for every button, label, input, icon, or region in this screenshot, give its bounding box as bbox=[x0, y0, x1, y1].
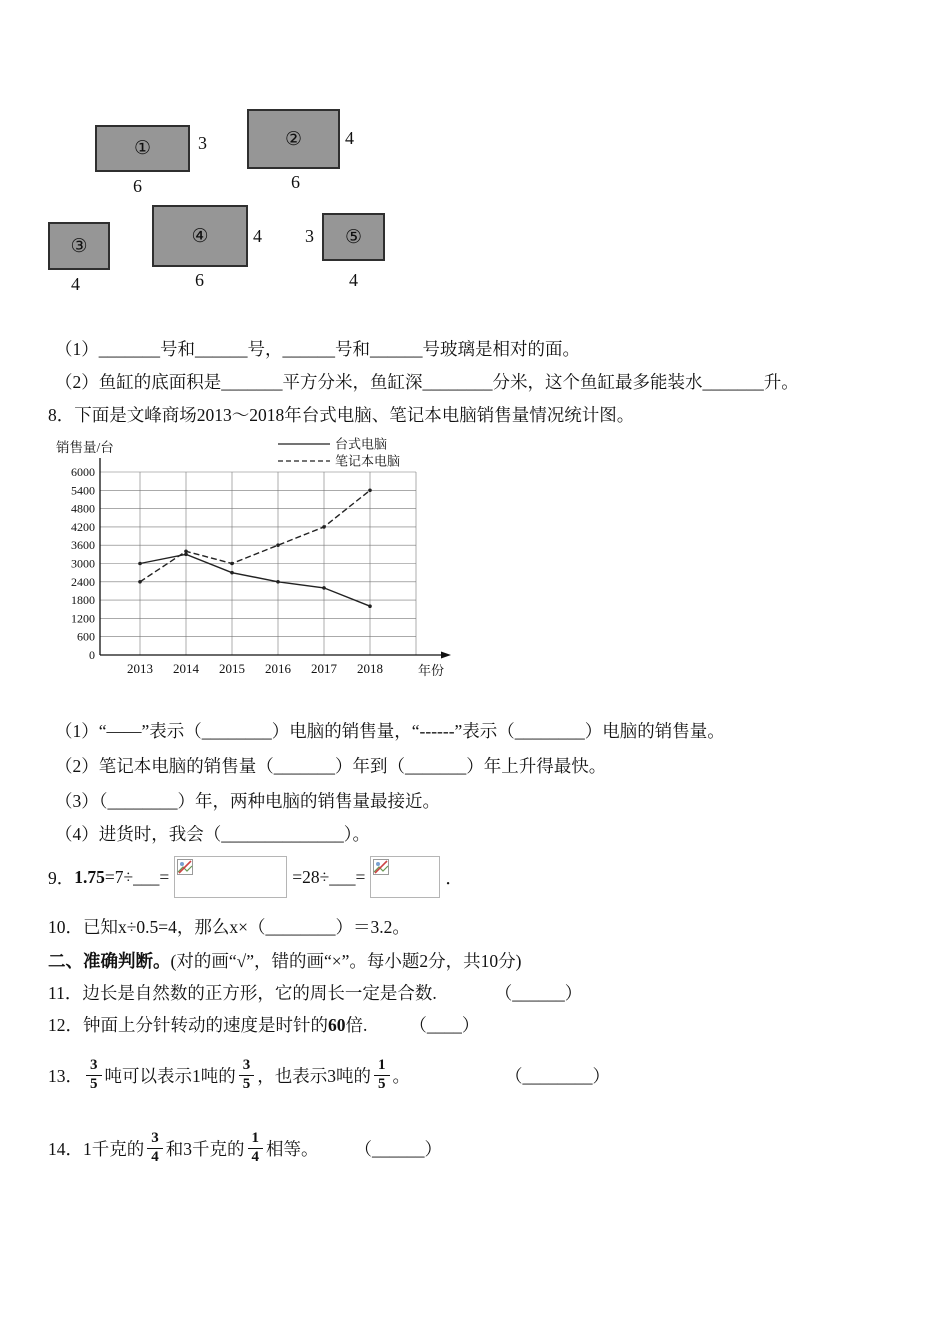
svg-text:1200: 1200 bbox=[71, 611, 95, 626]
q9-period: ． bbox=[445, 867, 463, 888]
svg-text:2400: 2400 bbox=[71, 574, 95, 589]
q12-text-1: 12．钟面上分针转动的速度是时针的 bbox=[48, 1015, 328, 1035]
svg-text:3000: 3000 bbox=[71, 556, 95, 571]
q12-answer-bracket: （____） bbox=[409, 1015, 480, 1035]
glass-pane-3 bbox=[48, 222, 110, 270]
svg-text:5400: 5400 bbox=[71, 483, 95, 498]
glass-pane-4 bbox=[152, 205, 248, 267]
pane-2-number: ② bbox=[284, 128, 303, 150]
svg-text:台式电脑: 台式电脑 bbox=[335, 436, 388, 452]
broken-image-icon bbox=[373, 859, 389, 875]
q9-eq1: =7÷___= bbox=[104, 866, 170, 887]
q13-answer-bracket: （________） bbox=[505, 1065, 610, 1086]
q7-sub1: （1）_______号和______号，______号和______号玻璃是相对的面。 bbox=[55, 339, 580, 359]
pane-4-side-dim: 4 bbox=[253, 226, 262, 246]
q11-text: 11．边长是自然数的正方形，它的周长一定是合数. bbox=[48, 983, 437, 1003]
pane-1-number: ① bbox=[133, 138, 152, 159]
q13-text-1: 吨可以表示1吨的 bbox=[104, 1065, 236, 1086]
q13-text-3: 。 bbox=[392, 1065, 410, 1086]
svg-text:2017: 2017 bbox=[311, 661, 337, 676]
q14-number: 14． bbox=[48, 1138, 83, 1159]
glass-pane-1 bbox=[95, 125, 190, 172]
svg-text:2018: 2018 bbox=[357, 661, 383, 676]
broken-image-icon bbox=[177, 859, 193, 875]
pane-3-number: ③ bbox=[70, 235, 88, 257]
svg-text:4800: 4800 bbox=[71, 501, 95, 516]
svg-text:0: 0 bbox=[89, 648, 95, 662]
question-14 bbox=[48, 1123, 442, 1173]
fraction-1-5: $\frac{1}{5}$ bbox=[374, 1057, 390, 1093]
q12-text-2: 倍. bbox=[345, 1015, 368, 1035]
q9-number: 9． bbox=[48, 867, 75, 888]
question-12 bbox=[48, 1012, 479, 1037]
broken-image-placeholder-1 bbox=[174, 856, 287, 898]
fraction-3-5: $\frac{3}{5}$ bbox=[239, 1057, 255, 1093]
svg-text:笔记本电脑: 笔记本电脑 bbox=[335, 453, 401, 469]
q7-sub2: （2）鱼缸的底面积是_______平方分米，鱼缸深________分米，这个鱼缸最多能装水_______升。 bbox=[55, 372, 799, 392]
svg-text:2016: 2016 bbox=[265, 661, 291, 676]
q9-eq2: =28÷___= bbox=[292, 866, 366, 887]
question-9 bbox=[48, 854, 463, 900]
question-11 bbox=[48, 980, 582, 1005]
q8-sub1: （1）“——”表示（________）电脑的销售量，“------”表示（________）电脑的销售量。 bbox=[55, 721, 725, 741]
svg-text:销售量/台: 销售量/台 bbox=[56, 440, 114, 455]
question-10: 10．已知x÷0.5=4，那么x×（________）＝3.2。 bbox=[48, 917, 410, 937]
q8-sub2: （2）笔记本电脑的销售量（_______）年到（_______）年上升得最快。 bbox=[55, 756, 607, 776]
pane-5-number: ⑤ bbox=[344, 226, 363, 248]
q14-text-1: 1千克的 bbox=[83, 1138, 145, 1159]
svg-text:2014: 2014 bbox=[173, 661, 199, 676]
pane-1-bottom-dim: 6 bbox=[133, 176, 142, 196]
glass-pane-5 bbox=[322, 213, 385, 261]
q13-text-2: ，也表示3吨的 bbox=[257, 1065, 371, 1086]
pane-5-side-dim: 3 bbox=[305, 226, 314, 246]
fraction-1-4: $\frac{1}{4}$ bbox=[248, 1130, 264, 1166]
glass-pane-2 bbox=[247, 109, 340, 169]
pane-4-number: ④ bbox=[191, 225, 209, 247]
broken-image-placeholder-2 bbox=[370, 856, 440, 898]
q14-text-2: 和3千克的 bbox=[165, 1138, 245, 1159]
question-13 bbox=[48, 1050, 610, 1100]
section-2-title: 二、准确判断。 bbox=[48, 951, 171, 971]
svg-text:2015: 2015 bbox=[219, 661, 245, 676]
svg-text:3600: 3600 bbox=[71, 538, 95, 553]
svg-text:2013: 2013 bbox=[127, 661, 153, 676]
pane-2-bottom-dim: 6 bbox=[291, 172, 300, 192]
section-2-header bbox=[48, 948, 521, 973]
pane-3-bottom-dim: 4 bbox=[71, 274, 80, 294]
fraction-3-4: $\frac{3}{4}$ bbox=[147, 1130, 163, 1166]
q12-number-60: 60 bbox=[328, 1015, 346, 1035]
pane-2-side-dim: 4 bbox=[345, 128, 354, 148]
svg-text:1800: 1800 bbox=[71, 593, 95, 608]
q14-text-3: 相等。 bbox=[266, 1138, 319, 1159]
fraction-3-5: $\frac{3}{5}$ bbox=[86, 1057, 102, 1093]
q9-decimal: 1.75 bbox=[74, 866, 105, 887]
q13-number: 13． bbox=[48, 1065, 83, 1086]
svg-text:6000: 6000 bbox=[71, 465, 95, 479]
svg-text:4200: 4200 bbox=[71, 519, 95, 534]
q14-answer-bracket: （______） bbox=[354, 1138, 442, 1159]
svg-text:年份: 年份 bbox=[418, 663, 445, 678]
q8-stem: 8．下面是文峰商场2013～2018年台式电脑、笔记本电脑销售量情况统计图。 bbox=[48, 405, 635, 425]
q11-answer-bracket: （______） bbox=[494, 983, 583, 1003]
pane-4-bottom-dim: 6 bbox=[195, 270, 204, 290]
q8-sub4: （4）进货时，我会（______________）。 bbox=[55, 824, 370, 844]
section-2-instructions: (对的画“√”，错的画“×”。每小题2分，共10分) bbox=[170, 951, 522, 971]
pane-5-bottom-dim: 4 bbox=[349, 270, 358, 290]
q8-sub3: （3）（________）年，两种电脑的销售量最接近。 bbox=[55, 791, 440, 811]
sales-line-chart bbox=[50, 432, 490, 684]
pane-1-side-dim: 3 bbox=[198, 133, 207, 153]
svg-text:600: 600 bbox=[77, 629, 95, 644]
